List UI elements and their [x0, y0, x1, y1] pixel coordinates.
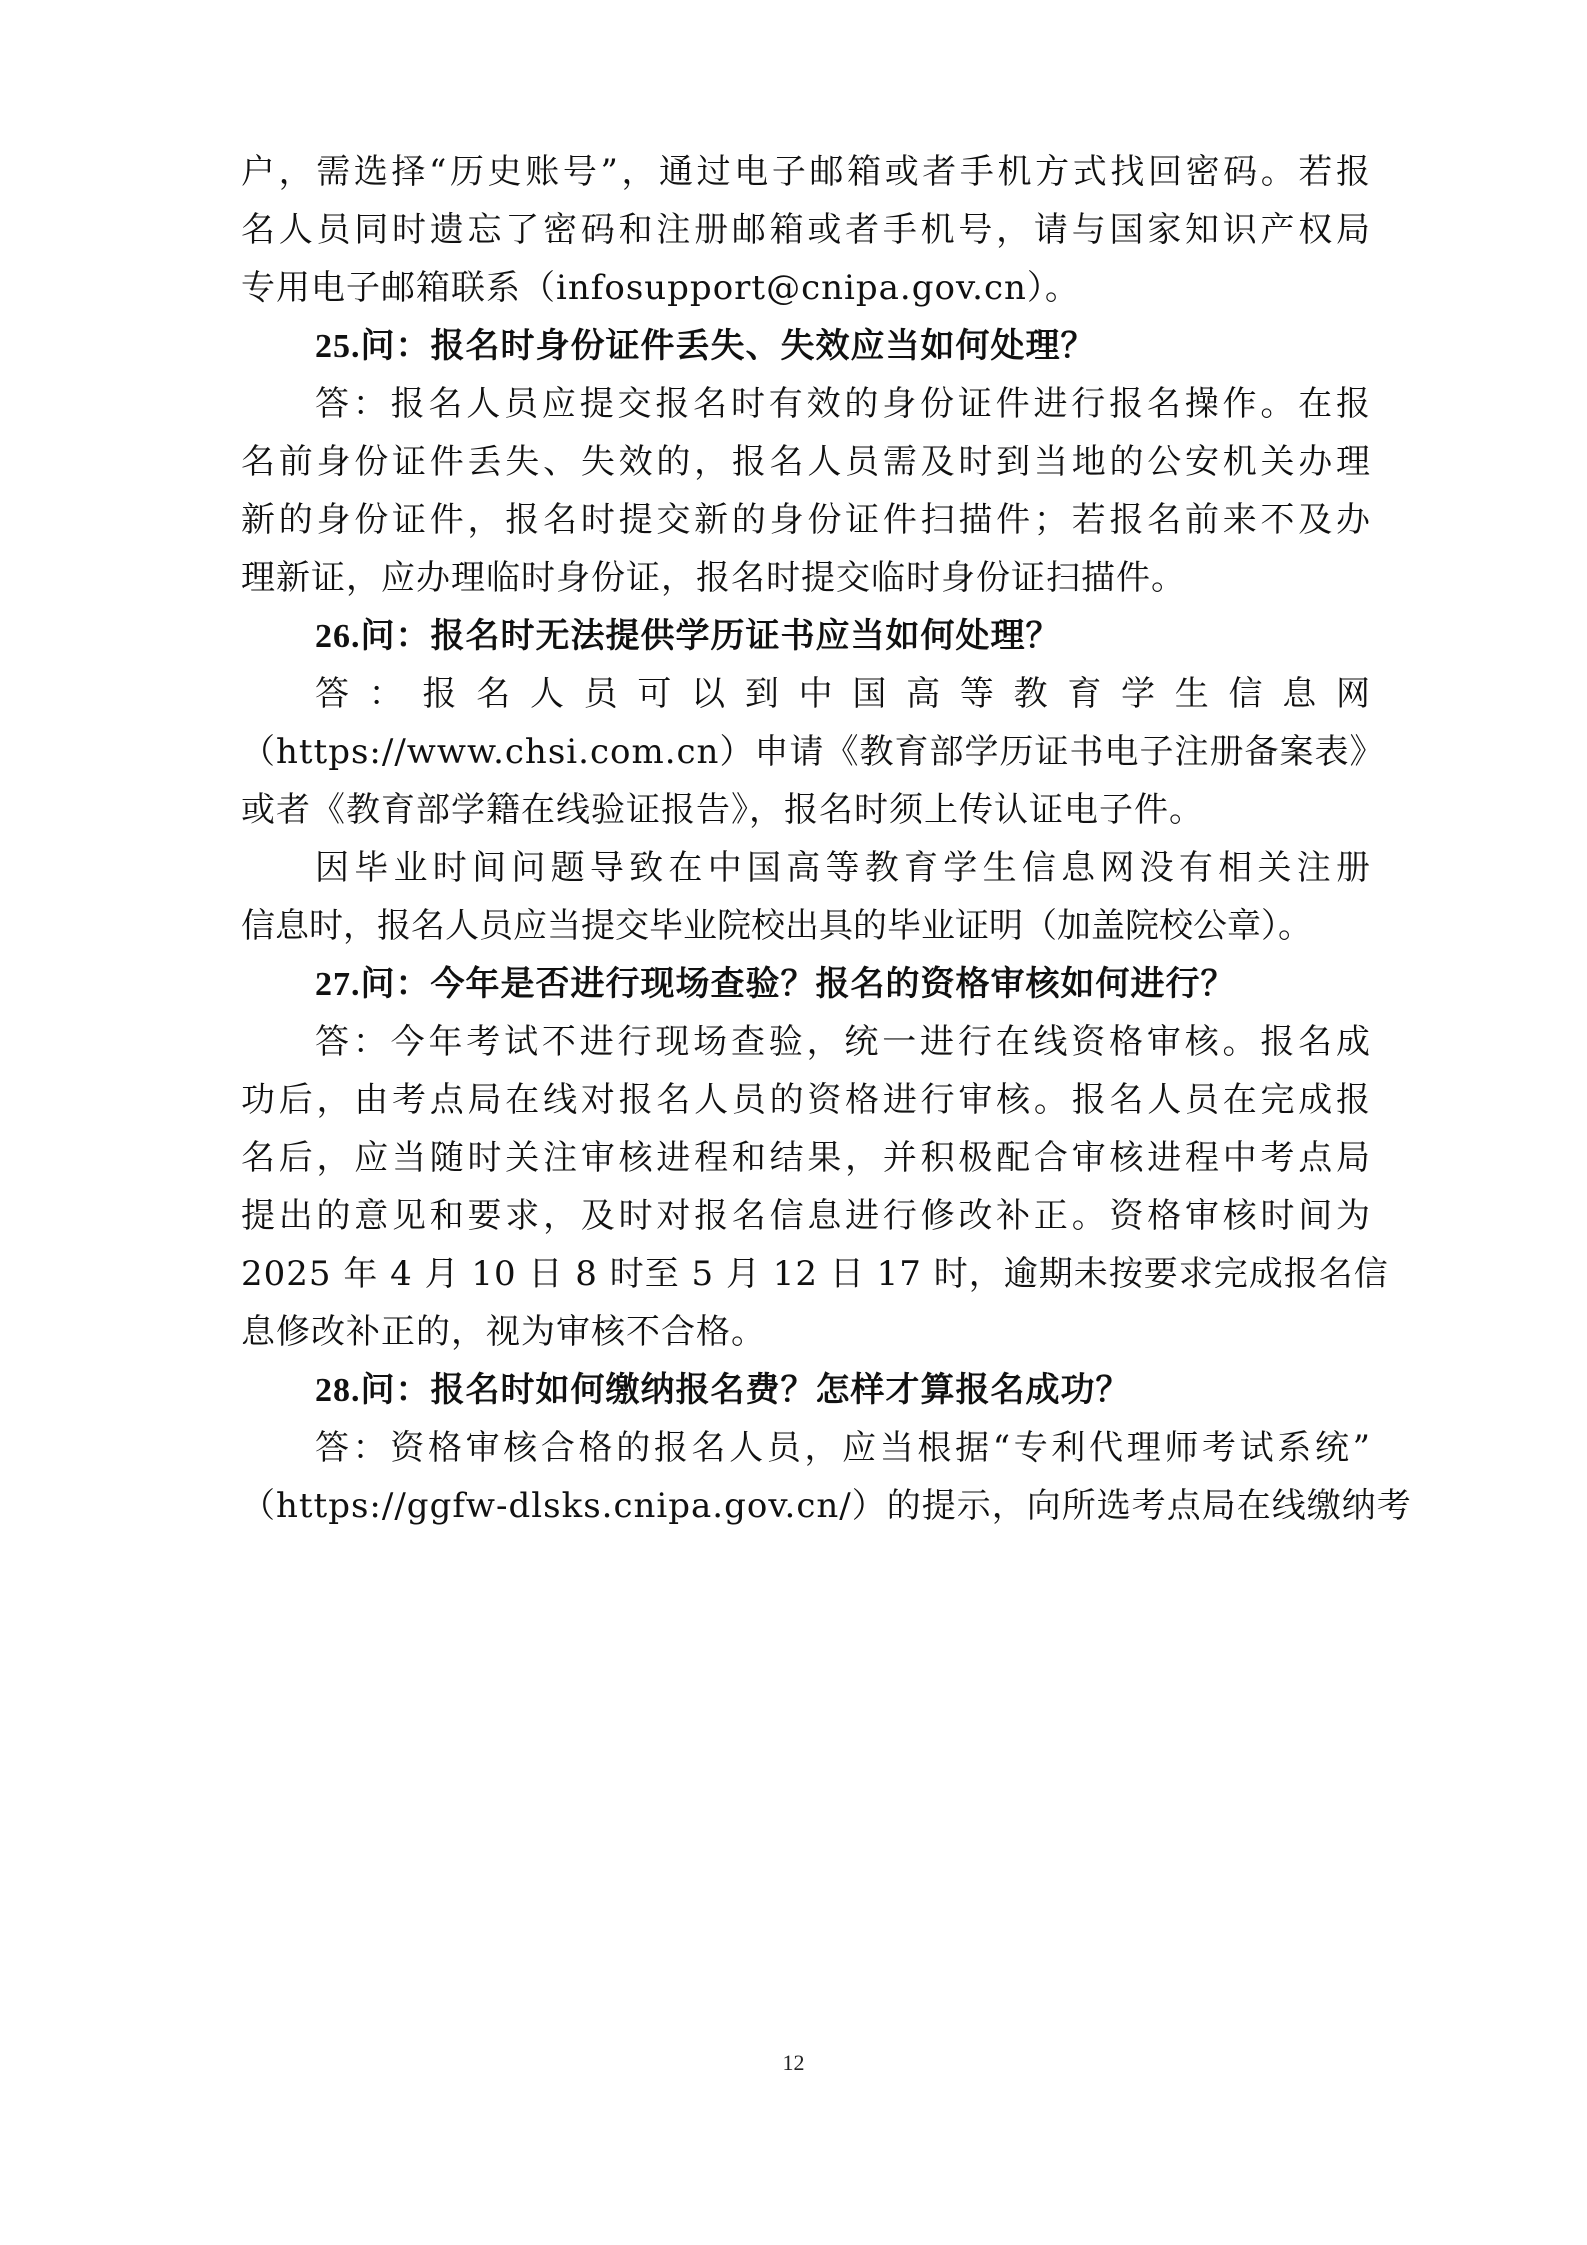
body-line: 名人员同时遗忘了密码和注册邮箱或者手机号，请与国家知识产权局: [241, 210, 1371, 250]
question-heading-25: [315, 324, 1371, 368]
question-text: 问：报名时无法提供学历证书应当如何处理？: [360, 616, 1061, 656]
question-text: 问：报名时身份证件丢失、失效应当如何处理？: [360, 326, 1096, 366]
body-line: 因毕业时间问题导致在中国高等教育学生信息网没有相关注册: [315, 848, 1371, 888]
question-heading-27: [315, 962, 1371, 1006]
question-text: 问：今年是否进行现场查验？报名的资格审核如何进行？: [360, 964, 1236, 1004]
question-heading-26: [315, 614, 1371, 658]
body-line: 专用电子邮箱联系（infosupport@cnipa.gov.cn）。: [241, 268, 1080, 308]
question-number: 28.: [315, 1372, 361, 1409]
body-line: （https://ggfw-dlsks.cnipa.gov.cn/）的提示，向所选考点局在线缴纳考: [241, 1486, 1412, 1526]
body-line: 息修改补正的，视为审核不合格。: [241, 1312, 766, 1352]
body-line: 答：报名人员可以到中国高等教育学生信息网: [315, 674, 1371, 714]
body-line: 答：资格审核合格的报名人员，应当根据“专利代理师考试系统”: [315, 1428, 1371, 1468]
question-number: 25.: [315, 328, 361, 365]
body-line: 名后，应当随时关注审核进程和结果，并积极配合审核进程中考点局: [241, 1138, 1371, 1178]
body-line: 功后，由考点局在线对报名人员的资格进行审核。报名人员在完成报: [241, 1080, 1371, 1120]
page-number: 12: [782, 2050, 805, 2075]
body-line: 答：报名人员应提交报名时有效的身份证件进行报名操作。在报: [315, 384, 1371, 424]
question-number: 26.: [315, 618, 361, 655]
question-heading-28: [315, 1368, 1371, 1412]
body-line: 户，需选择“历史账号”，通过电子邮箱或者手机方式找回密码。若报: [241, 152, 1371, 192]
body-line: 2025 年 4 月 10 日 8 时至 5 月 12 日 17 时，逾期未按要求完成报名信: [241, 1254, 1389, 1294]
body-line: 新的身份证件，报名时提交新的身份证件扫描件；若报名前来不及办: [241, 500, 1371, 540]
body-line: 理新证，应办理临时身份证，报名时提交临时身份证扫描件。: [241, 558, 1186, 598]
body-line: 名前身份证件丢失、失效的，报名人员需及时到当地的公安机关办理: [241, 442, 1371, 482]
body-line: 信息时，报名人员应当提交毕业院校出具的毕业证明（加盖院校公章）。: [241, 906, 1312, 946]
question-text: 问：报名时如何缴纳报名费？怎样才算报名成功？: [360, 1370, 1131, 1410]
body-line: 答：今年考试不进行现场查验，统一进行在线资格审核。报名成: [315, 1022, 1371, 1062]
body-line: （https://www.chsi.com.cn）申请《教育部学历证书电子注册备案表》: [241, 732, 1385, 772]
body-line: 或者《教育部学籍在线验证报告》，报名时须上传认证电子件。: [241, 790, 1204, 830]
question-number: 27.: [315, 966, 361, 1003]
body-line: 提出的意见和要求，及时对报名信息进行修改补正。资格审核时间为: [241, 1196, 1371, 1236]
